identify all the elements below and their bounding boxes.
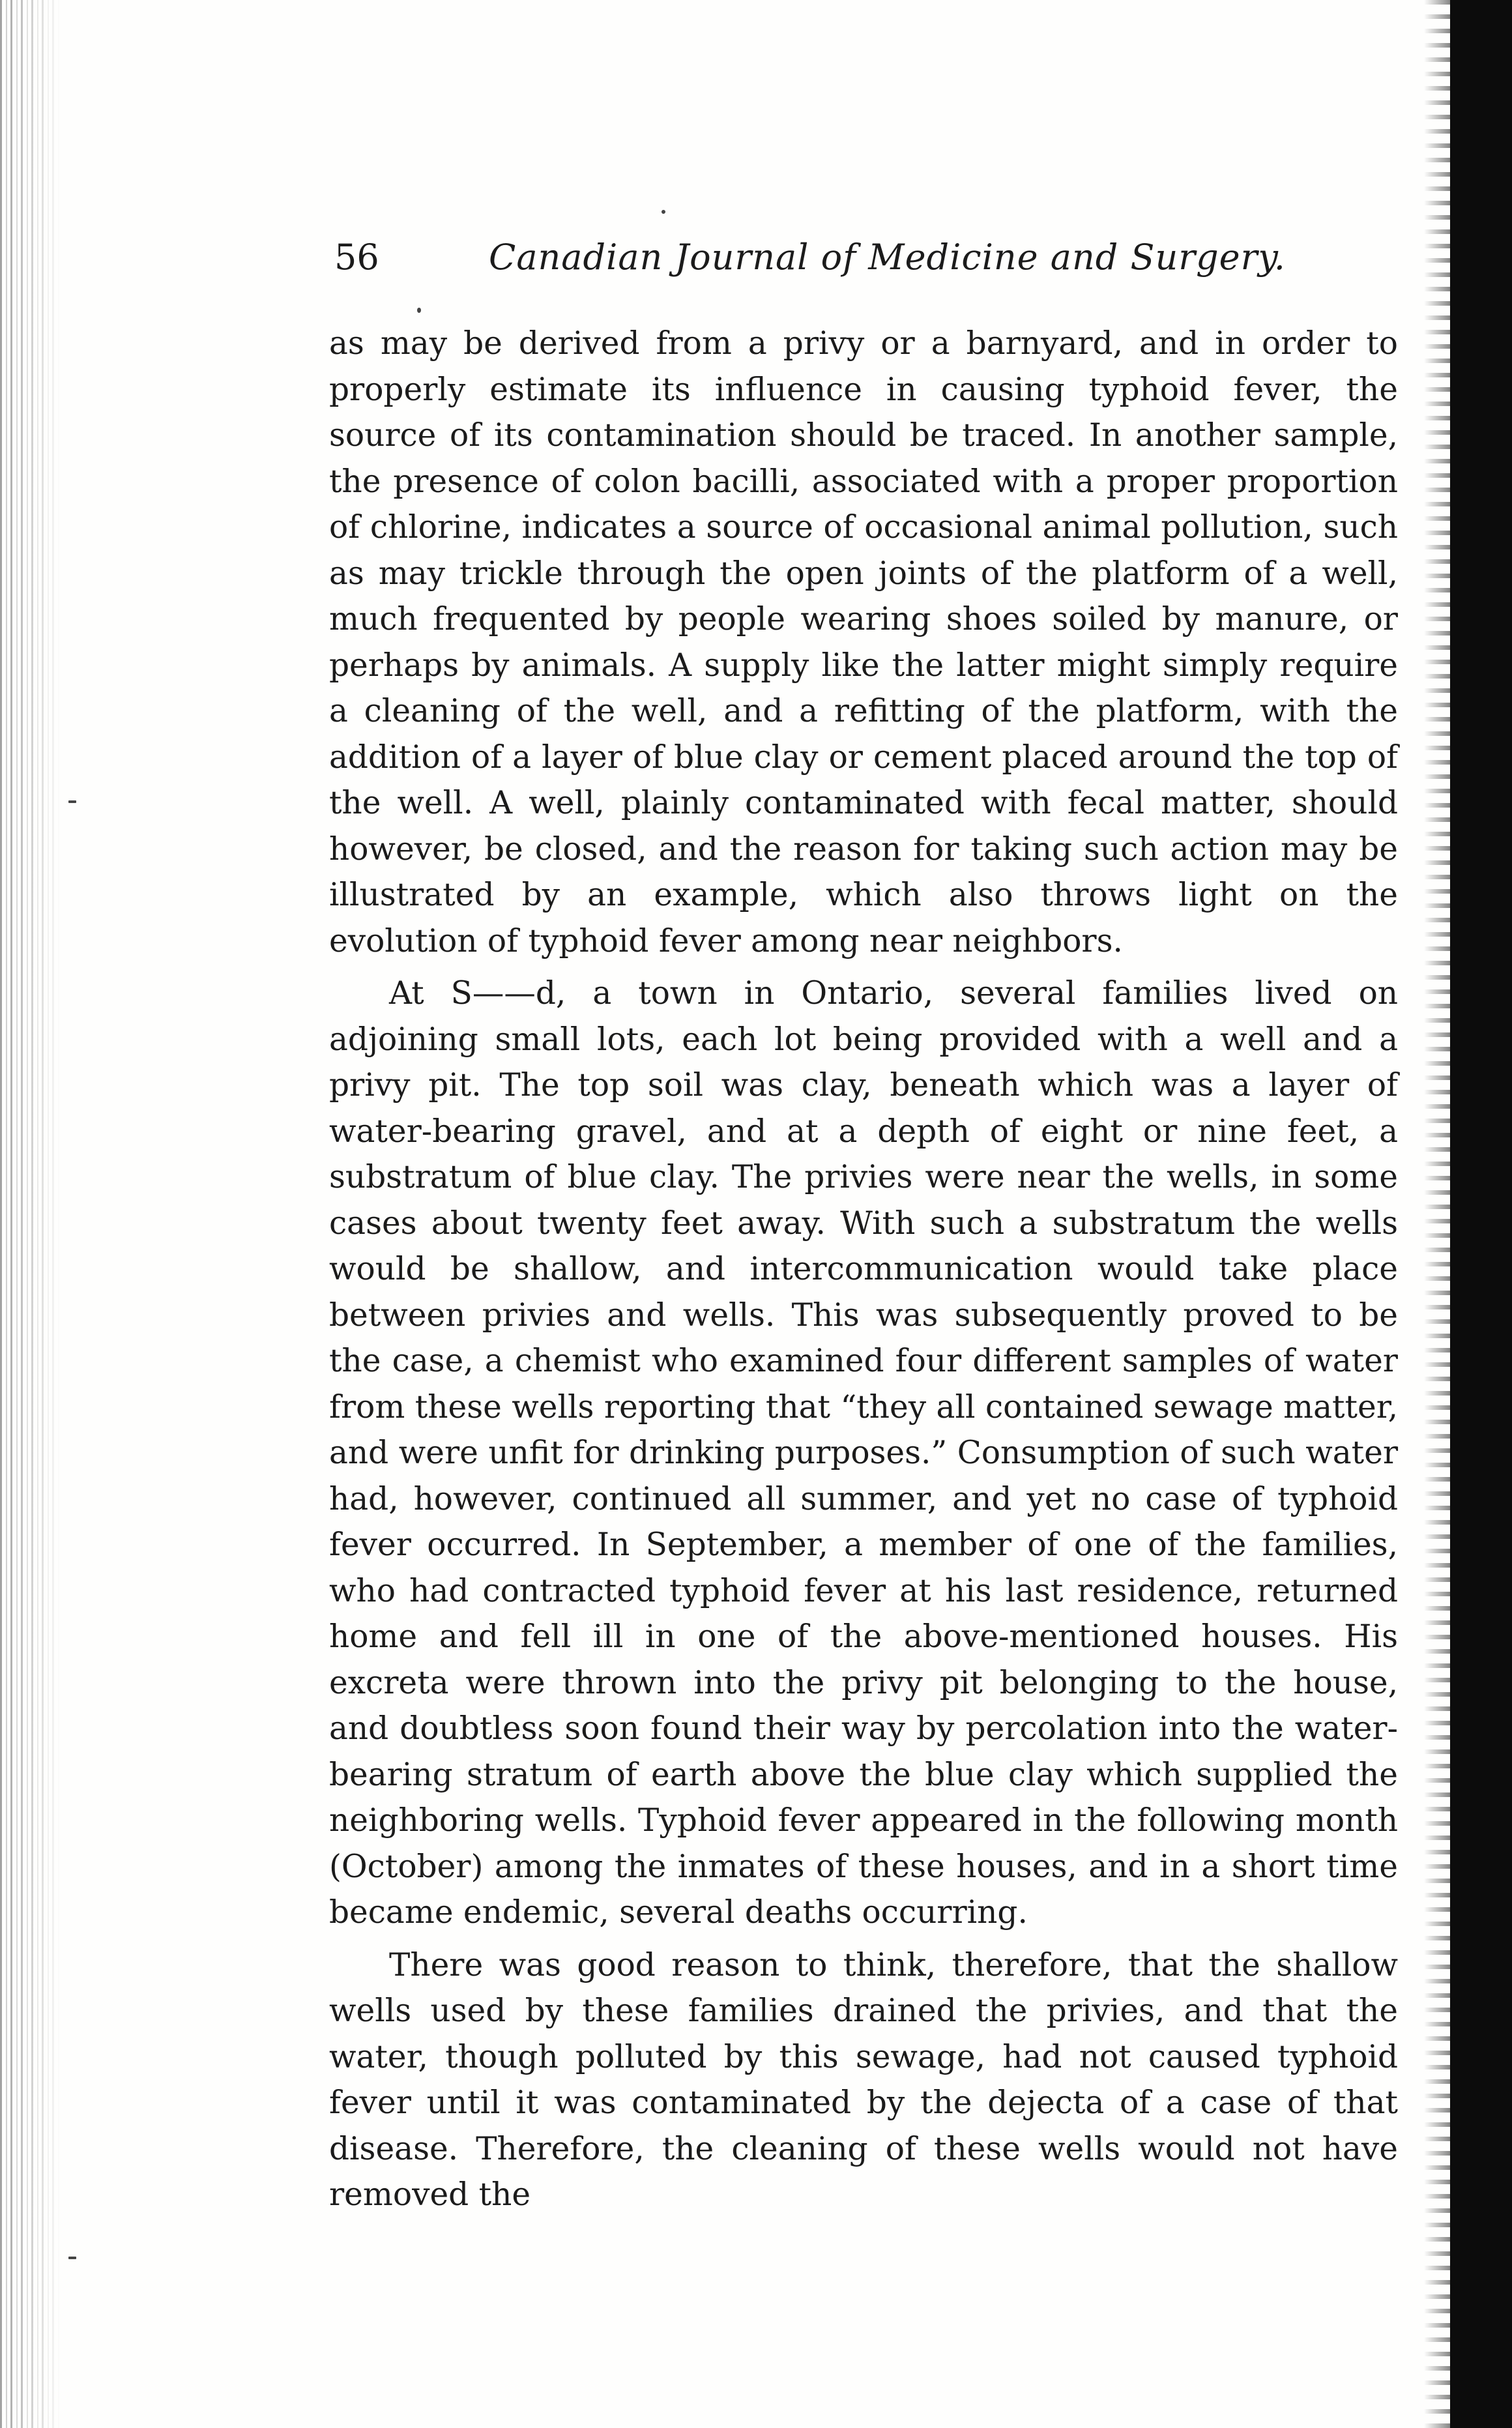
scan-speck bbox=[68, 2257, 76, 2259]
paragraph-2: At S——d, a town in Ontario, several families lived on adjoining small lots, each lot being provided with a well and a privy pit. The top soil was clay, beneath which was a layer of water-bearing gravel, and at a depth of eight or nine feet, a substratum of blue clay. The privies were near the wells, in some cases about twenty feet away. With such a substratum the wells would be shallow, and intercommunication would take place between privies and wells. This was subsequently proved to be the case, a chemist who examined four different samples of water from these wells reporting that “they all contained sewage matter, and were unfit for drinking purposes.” Consumption of such water had, however, continued all summer, and yet no case of typhoid fever occurred. In September, a member of one of the families, who had contracted typhoid fever at his last residence, returned home and fell ill in one of the above-mentioned houses. His excreta were thrown into the privy pit belonging to the house, and doubtless soon found their way by percolation into the water-bearing stratum of earth above the blue clay which supplied the neighboring wells. Typhoid fever appeared in the following month (October) among the inmates of these houses, and in a short time became endemic, several deaths occurring. bbox=[329, 975, 1398, 1931]
page-binding-fray-right bbox=[1424, 0, 1450, 2428]
document-page bbox=[329, 235, 1398, 2218]
body-text bbox=[329, 321, 1398, 2218]
journal-title: Canadian Journal of Medicine and Surgery. bbox=[489, 237, 1286, 278]
paragraph-3: There was good reason to think, therefore, that the shallow wells used by these families drained the privies, and that the water, though polluted by this sewage, had not caused typhoid fever until it was contaminated by the dejecta of a case of that disease. Therefore, the cleaning of these wells would not have removed the bbox=[329, 1946, 1398, 2213]
page-binding-edge-right bbox=[1450, 0, 1512, 2428]
running-header bbox=[329, 235, 1398, 280]
page-number: 56 bbox=[334, 237, 379, 278]
scan-speck bbox=[662, 210, 665, 214]
page-binding-edge-left bbox=[0, 0, 62, 2428]
scan-speck bbox=[68, 800, 76, 803]
paragraph-1: as may be derived from a privy or a barnyard, and in order to properly estimate its influence in causing typhoid fever, the source of its contamination should be traced. In another sample, the presence of colon bacilli, associated with a proper proportion of chlorine, indicates a source of occasional animal pollution, such as may trickle through the open joints of the platform of a well, much frequented by people wearing shoes soiled by manure, or perhaps by animals. A supply like the latter might simply require a cleaning of the well, and a refitting of the platform, with the addition of a layer of blue clay or cement placed around the top of the well. A well, plainly contaminated with fecal matter, should however, be closed, and the reason for taking such action may be illustrated by an example, which also throws light on the evolution of typhoid fever among near neighbors. bbox=[329, 325, 1398, 959]
